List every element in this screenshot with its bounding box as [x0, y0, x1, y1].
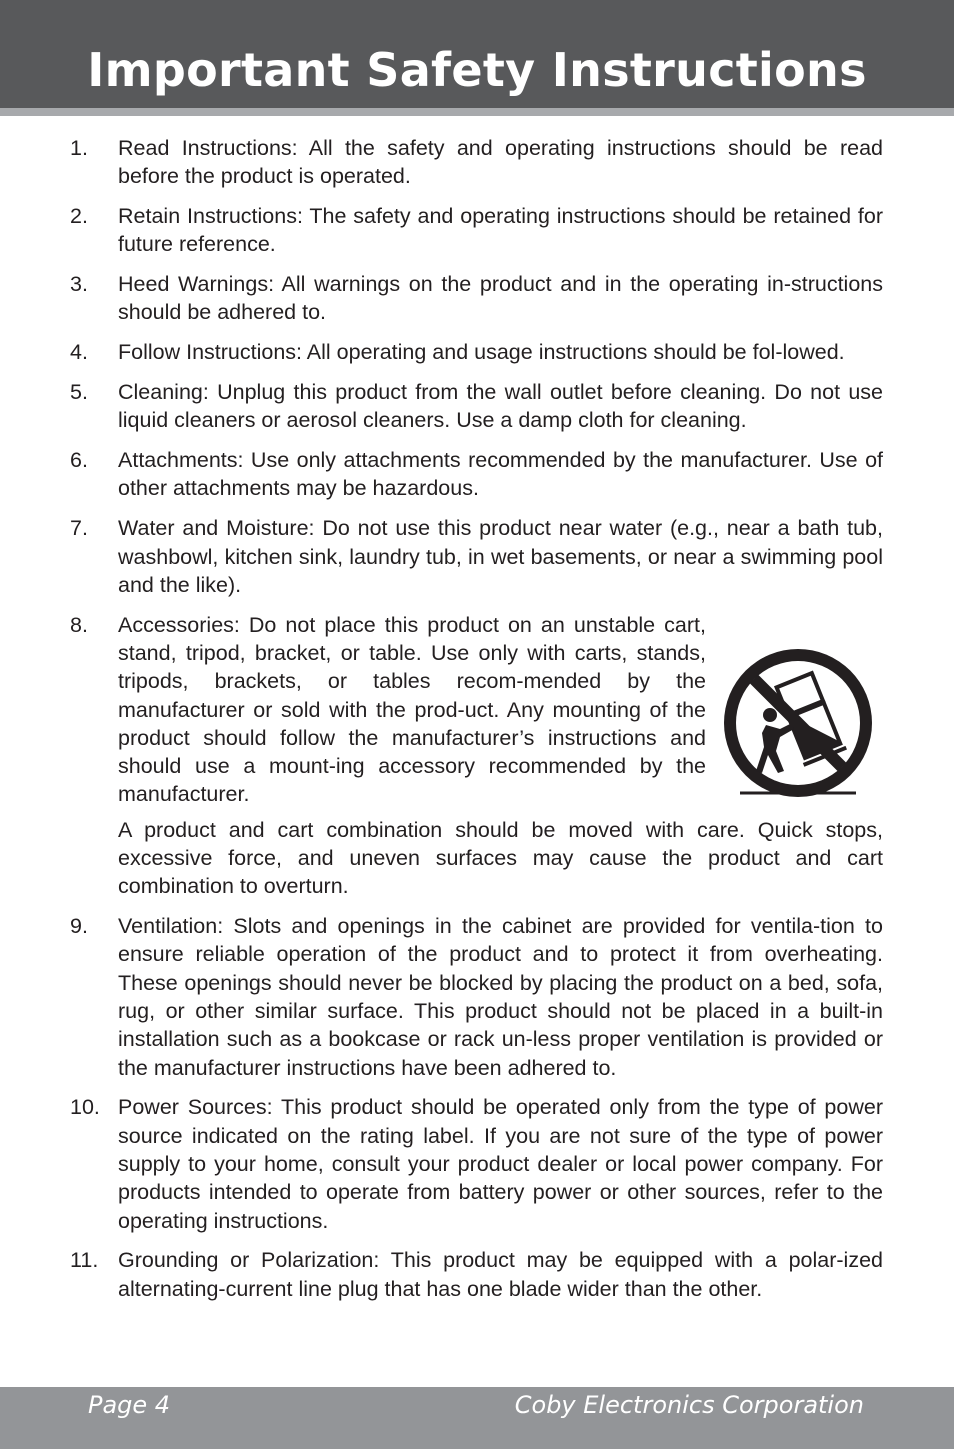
item-text: Follow Instructions: All operating and usage instructions should be fol-lowed. — [118, 340, 845, 365]
item-text: Heed Warnings: All warnings on the product and in the operating in-structions should be adhered to. — [118, 272, 883, 325]
item-number: 8. — [70, 612, 88, 637]
item-number: 6. — [70, 448, 88, 473]
item-text-continued: A product and cart combination should be moved with care. Quick stops, excessive force, and uneven surfaces may cause the product and cart combination to overturn. — [118, 817, 883, 899]
instruction-item — [0, 378, 883, 435]
instruction-item — [0, 202, 883, 259]
item-number: 4. — [70, 340, 88, 365]
item-text: Ventilation: Slots and openings in the cabinet are provided for ventila-tion to ensure reliable operation of the product and to protect it from overheating. These openings should never be blocked by placing the product on a bed, sofa, rug, or other similar surface. This product should not be placed in a built-in installation such as a bookcase or rack un-less proper ventilation is provided or the manufacturer instructions have been adhered to. — [118, 914, 883, 1080]
item-text: Water and Moisture: Do not use this product near water (e.g., near a bath tub, washbowl, kitchen sink, laundry tub, in wet basements, or near a swimming pool and the like). — [118, 516, 883, 597]
item-number: 10. — [70, 1095, 100, 1120]
instruction-item — [0, 446, 883, 503]
item-number: 9. — [70, 914, 88, 939]
instruction-item — [0, 1246, 883, 1303]
item-text: Read Instructions: All the safety and operating instructions should be read before the product is operated. — [118, 136, 883, 189]
item-text: Grounding or Polarization: This product may be equipped with a polar-ized alternating-current line plug that has one blade wider than the other. — [118, 1248, 883, 1301]
company-name: Coby Electronics Corporation — [514, 1391, 864, 1419]
item-number: 7. — [70, 516, 88, 541]
item-number: 11. — [70, 1248, 99, 1273]
item-number: 5. — [70, 380, 88, 405]
item-number: 2. — [70, 204, 88, 229]
page-number: Page 4 — [88, 1391, 171, 1419]
instruction-item — [0, 1093, 883, 1234]
instruction-item — [0, 514, 883, 599]
instruction-item — [0, 270, 883, 327]
item-text: Retain Instructions: The safety and operating instructions should be retained for future reference. — [118, 204, 883, 257]
item-text: Power Sources: This product should be operated only from the type of power source indicated on the rating label. If you are not sure of the type of power supply to your home, consult your product dealer or local power company. For products intended to operate from battery power or other sources, refer to the operating instructions. — [118, 1095, 883, 1233]
item-text: Attachments: Use only attachments recommended by the manufacturer. Use of other attachments may be hazardous. — [118, 448, 883, 501]
header-rule — [0, 108, 954, 116]
instruction-item — [0, 338, 883, 366]
item-number: 1. — [70, 136, 88, 160]
cart-tip-over-warning-icon — [722, 647, 874, 799]
page-title: Important Safety Instructions — [87, 43, 867, 97]
instruction-item — [0, 912, 883, 1082]
item-text: Accessories: Do not place this product on an unstable cart, stand, tripod, bracket, or table. Use only with carts, stands, tripods, brackets, or tables recom-mended by the manufacturer or sold with the prod-uct. Any mounting of the product should follow the manufacturer’s instructions and should use a mount-ing accessory recommended by the manufacturer. — [118, 612, 706, 807]
item-number: 3. — [70, 272, 88, 297]
item-text: Cleaning: Unplug this product from the wall outlet before cleaning. Do not use liquid cleaners or aerosol cleaners. Use a damp cloth for cleaning. — [118, 380, 883, 433]
instruction-item — [0, 134, 883, 191]
